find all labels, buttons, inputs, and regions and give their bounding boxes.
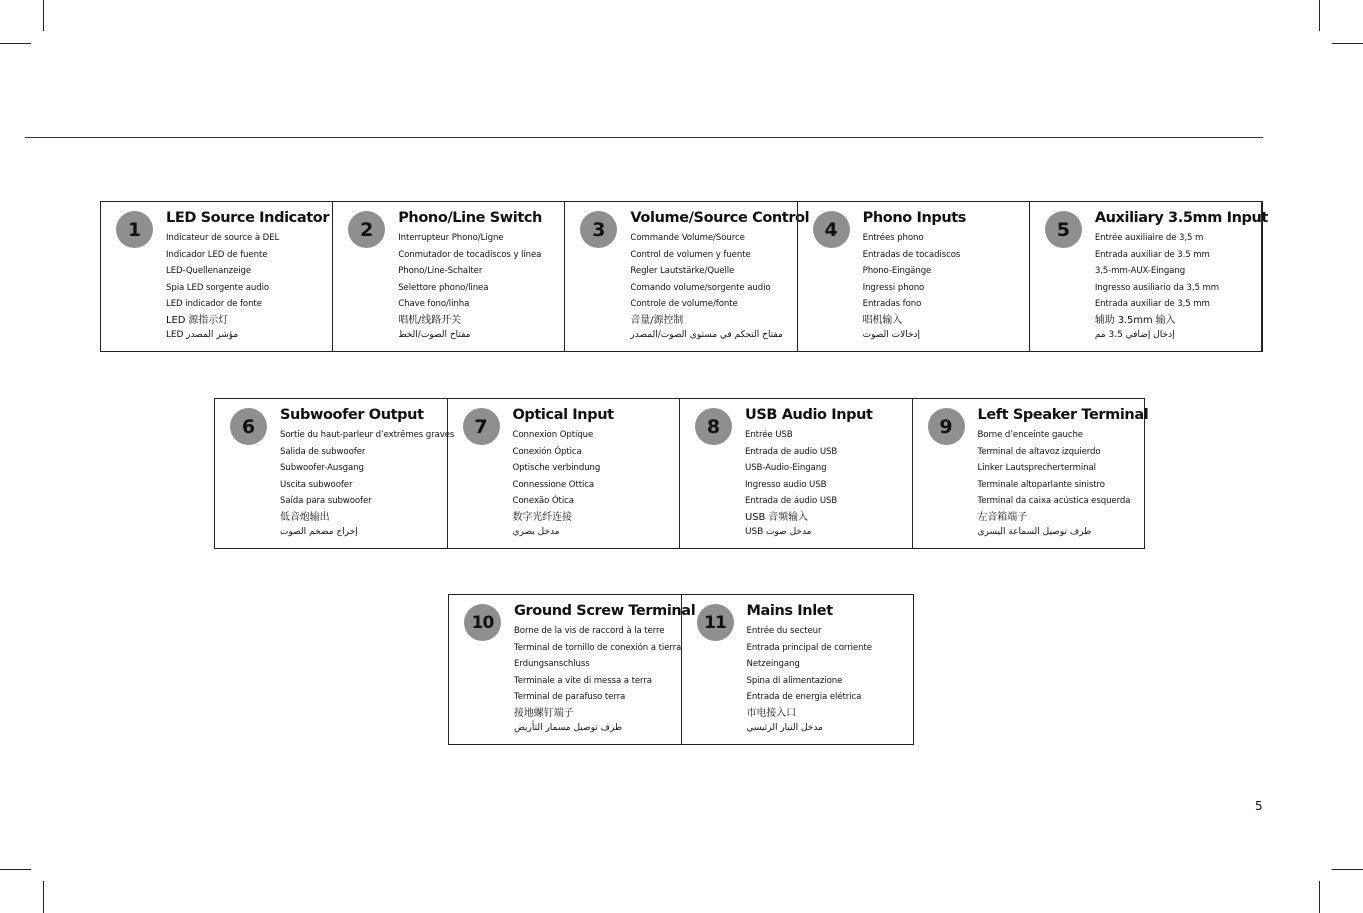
feature-text bbox=[398, 208, 562, 342]
feature-cell bbox=[681, 595, 914, 744]
translation-line: Ingresso audio USB bbox=[745, 479, 827, 490]
translation-line: Entrada de áudio USB bbox=[745, 496, 838, 506]
translation-line: Comando volume/sorgente audio bbox=[630, 282, 771, 293]
translation-line: Indicateur de source à DEL bbox=[166, 233, 280, 243]
feature-cell bbox=[101, 202, 332, 351]
feature-number-badge: 8 bbox=[695, 408, 732, 445]
feature-text bbox=[630, 208, 810, 342]
translation-line: Linker Lautsprecherterminal bbox=[977, 463, 1096, 473]
translation-line: Indicador LED de fuente bbox=[166, 249, 268, 260]
translation-line: Phono/Line-Schalter bbox=[398, 266, 483, 276]
crop-mark bbox=[43, 881, 44, 913]
translation-line: Interrupteur Phono/Ligne bbox=[398, 233, 504, 243]
translation-line-arabic: USB مدخل صوت bbox=[745, 527, 812, 537]
feature-number-badge: 2 bbox=[348, 211, 385, 248]
translation-line: Terminal de parafuso terra bbox=[514, 692, 626, 702]
translation-line-arabic: طرف توصيل مسمار التأريض bbox=[514, 723, 623, 733]
translation-line: Saída para subwoofer bbox=[280, 496, 372, 506]
translation-line: Entradas de tocadiscos bbox=[862, 249, 961, 260]
translation-line: Phono-Eingänge bbox=[862, 266, 932, 276]
translation-line: Controle de volume/fonte bbox=[630, 299, 738, 309]
feature-text bbox=[514, 601, 696, 735]
feature-cell bbox=[449, 595, 696, 744]
feature-cell bbox=[912, 399, 1149, 548]
feature-cell bbox=[564, 202, 810, 351]
feature-cell bbox=[797, 202, 1029, 351]
translation-line: Spina di alimentazione bbox=[746, 675, 843, 686]
feature-title: Subwoofer Output bbox=[280, 407, 424, 423]
translation-line: Optische verbindung bbox=[512, 463, 601, 473]
translation-line-arabic: إدخال إضافي 3.5 مم bbox=[1094, 330, 1175, 340]
translation-line-arabic: إدخالات الصوت bbox=[862, 330, 921, 340]
translation-line: Salida de subwoofer bbox=[280, 446, 366, 457]
feature-title: Mains Inlet bbox=[746, 603, 833, 619]
translation-line: Entradas fono bbox=[862, 299, 922, 309]
translation-line: Entrée auxiliaire de 3,5 m bbox=[1094, 233, 1204, 243]
feature-cell bbox=[1029, 202, 1268, 351]
translation-line: Conexão Ótica bbox=[512, 496, 574, 506]
translation-line: Netzeingang bbox=[746, 659, 800, 669]
translation-line-arabic: مدخل التيار الرئيسي bbox=[746, 723, 823, 733]
feature-number-badge: 4 bbox=[813, 211, 850, 248]
crop-mark bbox=[43, 0, 44, 31]
feature-cell bbox=[679, 399, 912, 548]
feature-title: USB Audio Input bbox=[745, 407, 873, 423]
translation-line: Conexión Óptica bbox=[512, 446, 582, 457]
feature-title: Phono Inputs bbox=[862, 210, 967, 226]
feature-text bbox=[1094, 208, 1268, 342]
feature-text bbox=[745, 405, 910, 539]
translation-line: 音量/源控制 bbox=[630, 314, 684, 326]
translation-line: Connexion Optique bbox=[512, 430, 594, 440]
translation-line-arabic: مفتاح الصوت/الخط bbox=[398, 330, 471, 340]
translation-line-arabic: مدخل بصري bbox=[512, 527, 560, 537]
feature-text bbox=[166, 208, 330, 342]
translation-line: Entrée du secteur bbox=[746, 626, 822, 636]
translation-line: Terminal da caixa acústica esquerda bbox=[977, 496, 1131, 506]
translation-line: Uscita subwoofer bbox=[280, 479, 353, 490]
translation-line: Spia LED sorgente audio bbox=[166, 282, 270, 293]
feature-number-badge: 1 bbox=[116, 211, 153, 248]
feature-row-3 bbox=[448, 594, 914, 745]
feature-number-badge: 11 bbox=[697, 604, 734, 641]
feature-text bbox=[863, 208, 1027, 342]
feature-row-1 bbox=[100, 201, 1268, 352]
translation-line: LED indicador de fonte bbox=[166, 299, 262, 309]
feature-number-badge: 7 bbox=[463, 408, 500, 445]
translation-line: Ingressi phono bbox=[862, 282, 925, 293]
translation-line: Terminal de altavoz izquierdo bbox=[977, 446, 1101, 457]
feature-number-badge: 3 bbox=[580, 211, 617, 248]
feature-title: LED Source Indicator bbox=[166, 210, 330, 226]
translation-line: Subwoofer-Ausgang bbox=[280, 463, 364, 473]
horizontal-rule bbox=[25, 137, 1263, 138]
translation-line: Borne de la vis de raccord à la terre bbox=[514, 626, 665, 636]
feature-number-badge: 9 bbox=[928, 408, 965, 445]
translation-line-arabic: طرف توصيل السماعة اليسرى bbox=[977, 527, 1092, 537]
crop-mark bbox=[1319, 0, 1320, 31]
translation-line: 左音箱端子 bbox=[977, 511, 1027, 523]
translation-line: USB-Audio-Eingang bbox=[745, 463, 827, 473]
feature-text bbox=[513, 405, 678, 539]
translation-line: 接地螺钉端子 bbox=[514, 707, 574, 719]
translation-line: Terminale a vite di messa a terra bbox=[514, 675, 652, 686]
translation-line: Entrada de energia elétrica bbox=[746, 692, 862, 702]
translation-line: Entrada auxiliar de 3.5 mm bbox=[1094, 249, 1210, 260]
translation-line-arabic: إخراج مضخم الصوت bbox=[280, 527, 358, 537]
feature-text bbox=[280, 405, 455, 539]
feature-cell bbox=[447, 399, 680, 548]
feature-title: Ground Screw Terminal bbox=[514, 603, 696, 619]
crop-mark bbox=[1332, 869, 1363, 870]
translation-line-arabic: مفتاح التحكم في مستوى الصوت/المصدر bbox=[630, 330, 783, 340]
translation-line: USB 音频输入 bbox=[745, 511, 808, 523]
feature-text bbox=[977, 405, 1149, 539]
crop-mark bbox=[0, 43, 31, 44]
translation-line-arabic: LED مؤشر المصدر bbox=[166, 330, 239, 340]
translation-line: 市电接入口 bbox=[746, 707, 796, 719]
crop-mark bbox=[1319, 881, 1320, 913]
translation-line: 数字光纤连接 bbox=[512, 511, 572, 523]
translation-line: Ingresso ausiliario da 3,5 mm bbox=[1094, 282, 1220, 293]
translation-line: Regler Lautstärke/Quelle bbox=[630, 266, 735, 276]
translation-line: LED 源指示灯 bbox=[166, 314, 228, 326]
translation-line: 辅助 3.5mm 输入 bbox=[1094, 314, 1176, 326]
feature-number-badge: 5 bbox=[1045, 211, 1082, 248]
feature-text bbox=[747, 601, 912, 735]
feature-title: Auxiliary 3.5mm Input bbox=[1094, 210, 1268, 226]
crop-mark bbox=[1332, 43, 1363, 44]
translation-line: Entrées phono bbox=[862, 233, 924, 243]
feature-title: Left Speaker Terminal bbox=[977, 407, 1149, 423]
translation-line: Commande Volume/Source bbox=[630, 233, 745, 243]
translation-line: Entrée USB bbox=[745, 430, 793, 440]
page-number: 5 bbox=[1255, 799, 1263, 813]
translation-line: 3,5-mm-AUX-Eingang bbox=[1094, 266, 1186, 276]
translation-line: Conmutador de tocadiscos y línea bbox=[398, 249, 542, 260]
translation-line: LED-Quellenanzeige bbox=[166, 266, 252, 276]
feature-row-2 bbox=[214, 398, 1149, 549]
translation-line: 唱机输入 bbox=[862, 314, 903, 326]
translation-line: Terminale altoparlante sinistro bbox=[977, 479, 1105, 490]
crop-mark bbox=[0, 869, 31, 870]
feature-title: Phono/Line Switch bbox=[398, 210, 542, 226]
feature-title: Optical Input bbox=[512, 407, 614, 423]
translation-line: Entrada de audio USB bbox=[745, 446, 838, 457]
translation-line: Selettore phono/linea bbox=[398, 282, 489, 293]
translation-line: 唱机/线路开关 bbox=[398, 314, 461, 326]
translation-line: Control de volumen y fuente bbox=[630, 249, 751, 260]
translation-line: Terminal de tornillo de conexión a tierra bbox=[514, 642, 682, 653]
translation-line: Entrada auxiliar de 3,5 mm bbox=[1094, 299, 1210, 309]
translation-line: Erdungsanschluss bbox=[514, 659, 590, 669]
translation-line: 低音炮输出 bbox=[280, 511, 330, 523]
translation-line: Entrada principal de corriente bbox=[746, 642, 872, 653]
translation-line: Sortie du haut-parleur d’extrêmes graves bbox=[280, 430, 455, 440]
feature-cell bbox=[332, 202, 564, 351]
translation-line: Connessione Ottica bbox=[512, 479, 595, 490]
feature-title: Volume/Source Control bbox=[630, 210, 810, 226]
translation-line: Chave fono/linha bbox=[398, 299, 470, 309]
translation-line: Borne d’enceinte gauche bbox=[977, 430, 1083, 440]
feature-number-badge: 10 bbox=[464, 604, 501, 641]
feature-cell bbox=[215, 399, 455, 548]
feature-number-badge: 6 bbox=[230, 408, 267, 445]
